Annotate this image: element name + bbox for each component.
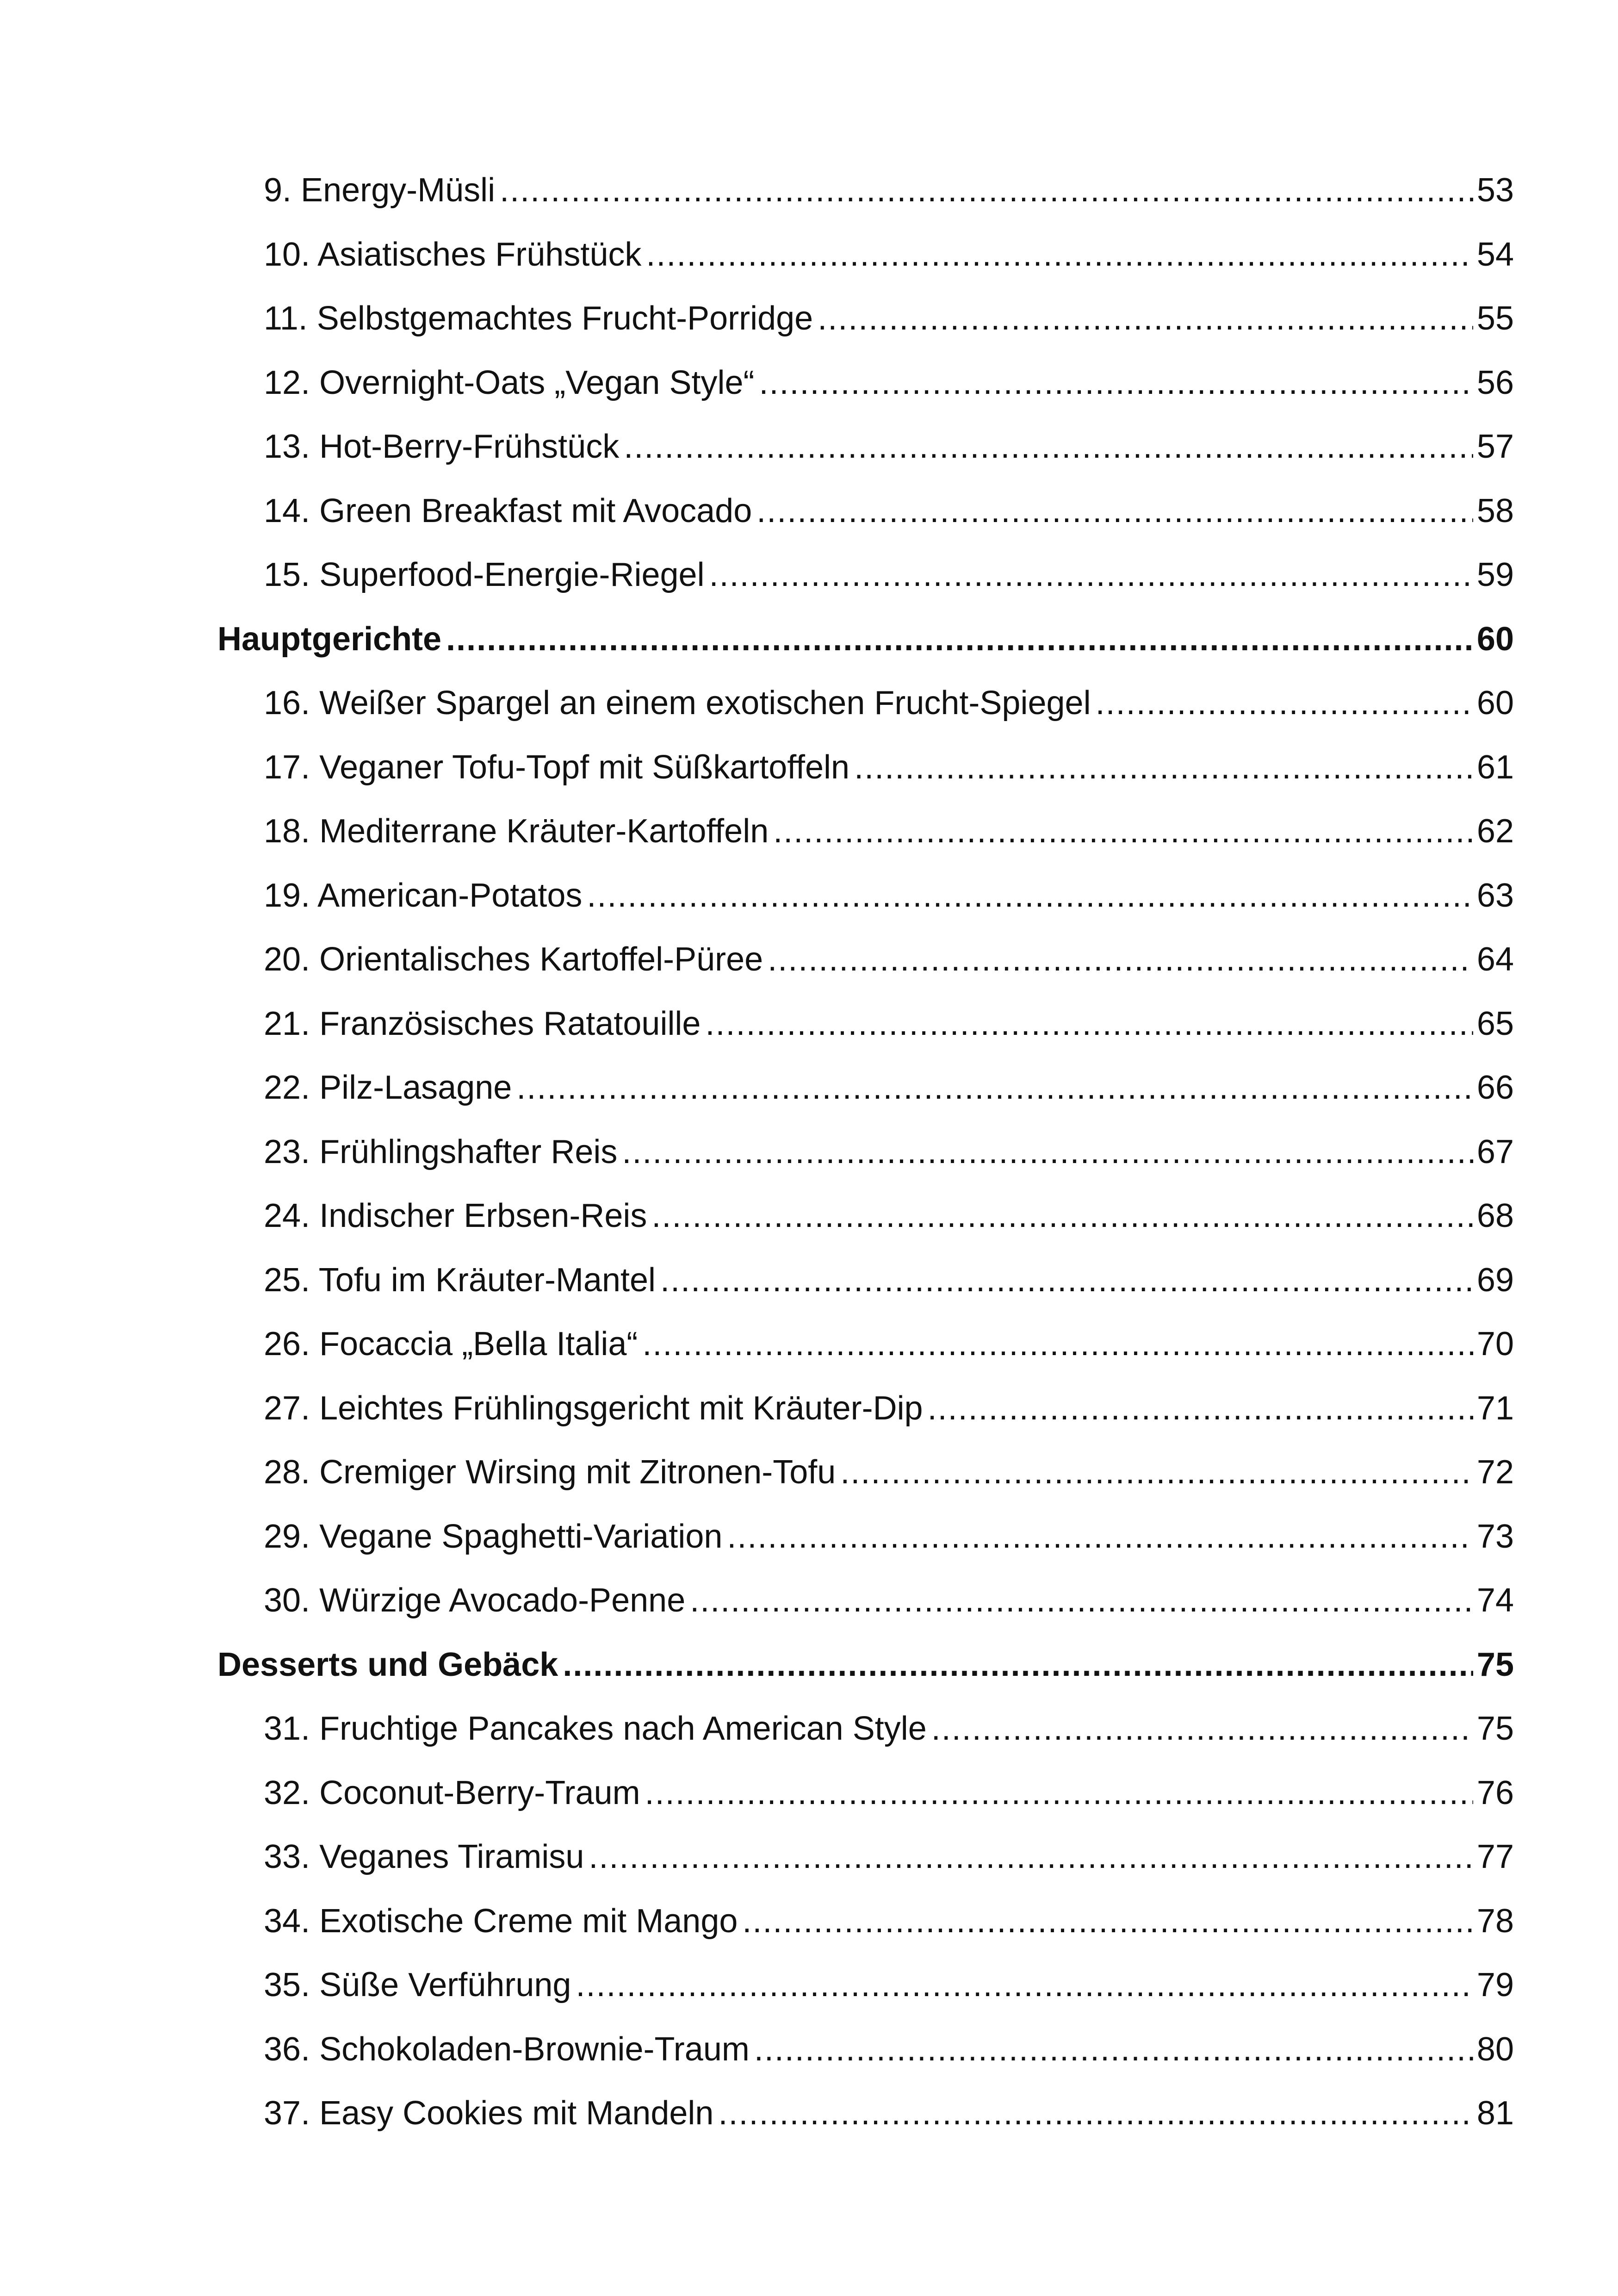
toc-entry: [217, 1440, 1514, 1505]
dot-leader: [446, 607, 1473, 672]
toc-entry: [217, 1056, 1514, 1120]
dot-leader: [818, 286, 1473, 351]
page-number: 59: [1476, 556, 1514, 593]
page-number: 81: [1476, 2095, 1514, 2132]
dot-leader: [931, 1697, 1473, 1761]
page-number: 66: [1476, 1069, 1514, 1106]
page-number: 71: [1476, 1389, 1514, 1427]
dot-leader: [622, 1120, 1473, 1184]
toc-entry: [217, 1889, 1514, 1954]
toc-entry: [217, 158, 1514, 223]
toc-section-heading: [217, 607, 1514, 672]
page-number: 61: [1476, 748, 1514, 786]
entry-title: 15. Superfood-Energie-Riegel: [264, 556, 705, 593]
toc-entry: [217, 1825, 1514, 1889]
toc-entry: [217, 927, 1514, 992]
page-number: 75: [1476, 1646, 1514, 1683]
toc-entry: [217, 992, 1514, 1056]
dot-leader: [576, 1953, 1473, 2017]
dot-leader: [773, 799, 1473, 864]
page-number: 53: [1476, 172, 1514, 209]
page-number: 76: [1476, 1774, 1514, 1811]
dot-leader: [624, 415, 1473, 479]
dot-leader: [928, 1376, 1473, 1441]
entry-title: 29. Vegane Spaghetti-Variation: [264, 1518, 723, 1555]
page-number: 77: [1476, 1838, 1514, 1875]
toc-entry: [217, 1505, 1514, 1569]
entry-title: 10. Asiatisches Frühstück: [264, 236, 642, 273]
page-number: 79: [1476, 1966, 1514, 2004]
entry-title: 23. Frühlingshafter Reis: [264, 1133, 618, 1170]
dot-leader: [651, 1184, 1473, 1248]
dot-leader: [589, 1825, 1473, 1889]
toc-entry: [217, 671, 1514, 735]
page-number: 60: [1476, 620, 1514, 658]
entry-title: 31. Fruchtige Pancakes nach American Style: [264, 1710, 927, 1747]
toc-entry: [217, 351, 1514, 415]
page-number: 65: [1476, 1005, 1514, 1042]
entry-title: 32. Coconut-Berry-Traum: [264, 1774, 640, 1811]
dot-leader: [742, 1889, 1473, 1954]
entry-title: 24. Indischer Erbsen-Reis: [264, 1197, 647, 1234]
page-number: 57: [1476, 428, 1514, 465]
page-number: 72: [1476, 1454, 1514, 1491]
entry-title: 35. Süße Verführung: [264, 1966, 571, 2004]
entry-title: 25. Tofu im Kräuter-Mantel: [264, 1261, 656, 1299]
entry-title: 20. Orientalisches Kartoffel-Püree: [264, 941, 763, 978]
dot-leader: [690, 1568, 1473, 1633]
entry-title: 26. Focaccia „Bella Italia“: [264, 1325, 638, 1363]
page-number: 70: [1476, 1325, 1514, 1363]
entry-title: 37. Easy Cookies mit Mandeln: [264, 2095, 714, 2132]
toc-section-heading: [217, 1633, 1514, 1697]
page-number: 78: [1476, 1902, 1514, 1940]
entry-title: 34. Exotische Creme mit Mango: [264, 1902, 738, 1940]
dot-leader: [756, 479, 1473, 543]
entry-title: 30. Würzige Avocado-Penne: [264, 1582, 686, 1619]
dot-leader: [563, 1633, 1473, 1697]
dot-leader: [759, 351, 1473, 415]
toc-entry: [217, 735, 1514, 800]
entry-title: 33. Veganes Tiramisu: [264, 1838, 584, 1875]
toc-entry: [217, 2017, 1514, 2082]
entry-title: 12. Overnight-Oats „Vegan Style“: [264, 364, 755, 401]
dot-leader: [754, 2017, 1473, 2082]
page-number: 67: [1476, 1133, 1514, 1170]
entry-title: 27. Leichtes Frühlingsgericht mit Kräuter-Dip: [264, 1389, 923, 1427]
dot-leader: [500, 158, 1473, 223]
toc-entry: [217, 543, 1514, 607]
dot-leader: [718, 2081, 1473, 2146]
dot-leader: [768, 927, 1473, 992]
entry-title: 11. Selbstgemachtes Frucht-Porridge: [264, 300, 813, 337]
dot-leader: [727, 1505, 1473, 1569]
table-of-contents: [217, 158, 1514, 2146]
dot-leader: [705, 992, 1473, 1056]
toc-entry: [217, 1312, 1514, 1376]
page-number: 64: [1476, 941, 1514, 978]
dot-leader: [645, 1761, 1473, 1825]
dot-leader: [709, 543, 1473, 607]
entry-title: 13. Hot-Berry-Frühstück: [264, 428, 620, 465]
page-number: 74: [1476, 1582, 1514, 1619]
dot-leader: [1096, 671, 1473, 735]
toc-entry: [217, 1248, 1514, 1313]
page-number: 54: [1476, 236, 1514, 273]
entry-title: 9. Energy-Müsli: [264, 172, 496, 209]
dot-leader: [516, 1056, 1473, 1120]
page-number: 60: [1476, 684, 1514, 722]
entry-title: 17. Veganer Tofu-Topf mit Süßkartoffeln: [264, 748, 850, 786]
toc-entry: [217, 286, 1514, 351]
entry-title: 22. Pilz-Lasagne: [264, 1069, 512, 1106]
entry-title: 16. Weißer Spargel an einem exotischen Frucht-Spiegel: [264, 684, 1091, 722]
toc-entry: [217, 415, 1514, 479]
toc-entry: [217, 1761, 1514, 1825]
dot-leader: [646, 223, 1473, 287]
toc-entry: [217, 1568, 1514, 1633]
entry-title: 18. Mediterrane Kräuter-Kartoffeln: [264, 813, 769, 850]
page-number: 73: [1476, 1518, 1514, 1555]
page-number: 80: [1476, 2030, 1514, 2068]
page-number: 58: [1476, 492, 1514, 529]
page-number: 56: [1476, 364, 1514, 401]
page-number: 69: [1476, 1261, 1514, 1299]
toc-entry: [217, 1184, 1514, 1248]
dot-leader: [854, 735, 1473, 800]
toc-entry: [217, 799, 1514, 864]
dot-leader: [642, 1312, 1473, 1376]
entry-title: 19. American-Potatos: [264, 877, 583, 914]
section-title: Desserts und Gebäck: [217, 1646, 558, 1683]
toc-entry: [217, 1953, 1514, 2017]
page-number: 63: [1476, 877, 1514, 914]
entry-title: 28. Cremiger Wirsing mit Zitronen-Tofu: [264, 1454, 836, 1491]
dot-leader: [840, 1440, 1473, 1505]
section-title: Hauptgerichte: [217, 620, 442, 658]
entry-title: 21. Französisches Ratatouille: [264, 1005, 701, 1042]
toc-entry: [217, 1697, 1514, 1761]
dot-leader: [660, 1248, 1473, 1313]
entry-title: 14. Green Breakfast mit Avocado: [264, 492, 752, 529]
page-number: 62: [1476, 813, 1514, 850]
page-number: 75: [1476, 1710, 1514, 1747]
toc-entry: [217, 479, 1514, 543]
page-number: 68: [1476, 1197, 1514, 1234]
toc-entry: [217, 1376, 1514, 1441]
toc-entry: [217, 223, 1514, 287]
toc-entry: [217, 864, 1514, 928]
dot-leader: [587, 864, 1473, 928]
page-number: 55: [1476, 300, 1514, 337]
toc-entry: [217, 1120, 1514, 1184]
entry-title: 36. Schokoladen-Brownie-Traum: [264, 2030, 750, 2068]
toc-entry: [217, 2081, 1514, 2146]
